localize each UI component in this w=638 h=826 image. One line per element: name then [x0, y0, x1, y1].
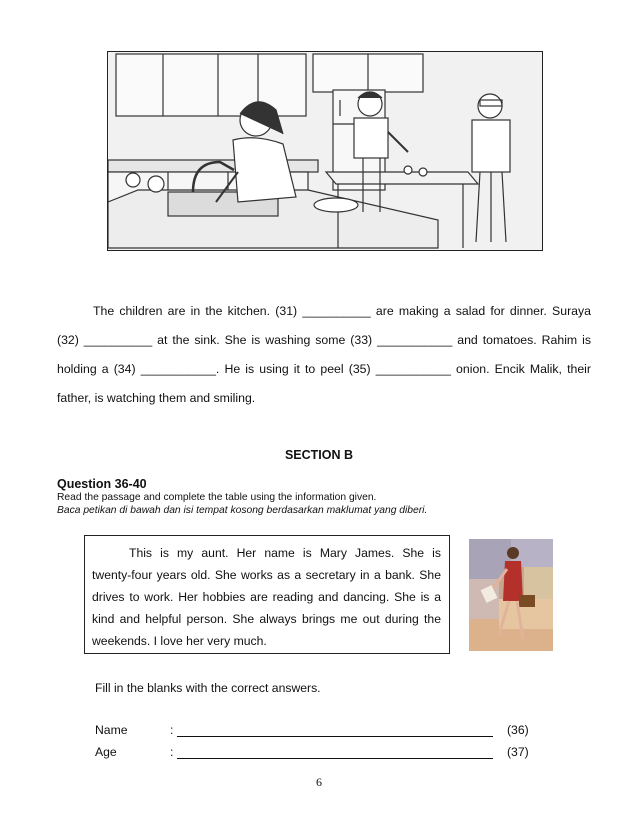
- question-title: Question 36-40: [57, 477, 147, 491]
- passage-line: drives to work. Her hobbies are reading and dancing. She is a: [92, 590, 441, 604]
- passage-line: holding a (34) ___________. He is using it to peel (35) ___________ onion. Encik Malik, their: [57, 362, 591, 376]
- name-answer-blank[interactable]: [177, 736, 493, 737]
- woman-walking-image: [469, 539, 553, 651]
- cloze-passage: [57, 304, 591, 410]
- section-title: SECTION B: [284, 448, 354, 462]
- fill-instruction: Fill in the blanks with the correct answers.: [95, 681, 321, 695]
- aunt-passage: [92, 542, 441, 652]
- instruction-english: Read the passage and complete the table using the information given.: [57, 492, 377, 503]
- field-label: Name: [95, 723, 128, 737]
- age-answer-blank[interactable]: [177, 758, 493, 759]
- passage-line: father, is watching them and smiling.: [57, 391, 256, 405]
- field-label: Age: [95, 745, 117, 759]
- answer-row-age: [95, 745, 535, 761]
- question-number: (37): [507, 745, 529, 759]
- passage-line: This is my aunt. Her name is Mary James. She is: [129, 546, 441, 560]
- passage-line: weekends. I love her very much.: [92, 634, 267, 648]
- passage-line: (32) __________ at the sink. She is washing some (33) ___________ and tomatoes. Rahim is: [57, 333, 591, 347]
- kitchen-scene-drawing: [108, 52, 542, 250]
- kitchen-illustration: [107, 51, 543, 251]
- question-number: (36): [507, 723, 529, 737]
- field-colon: :: [170, 745, 174, 759]
- answer-row-name: [95, 723, 535, 739]
- instruction-malay: Baca petikan di bawah dan isi tempat kosong berdasarkan maklumat yang diberi.: [57, 505, 428, 516]
- passage-line: twenty-four years old. She works as a secretary in a bank. She: [92, 568, 441, 582]
- passage-line: The children are in the kitchen. (31) __________ are making a salad for dinner. Suraya: [93, 304, 591, 318]
- passage-line: kind and helpful person. She always brings me out during the: [92, 612, 441, 626]
- page-number: 6: [316, 775, 322, 789]
- aunt-clipart: [469, 539, 553, 651]
- field-colon: :: [170, 723, 174, 737]
